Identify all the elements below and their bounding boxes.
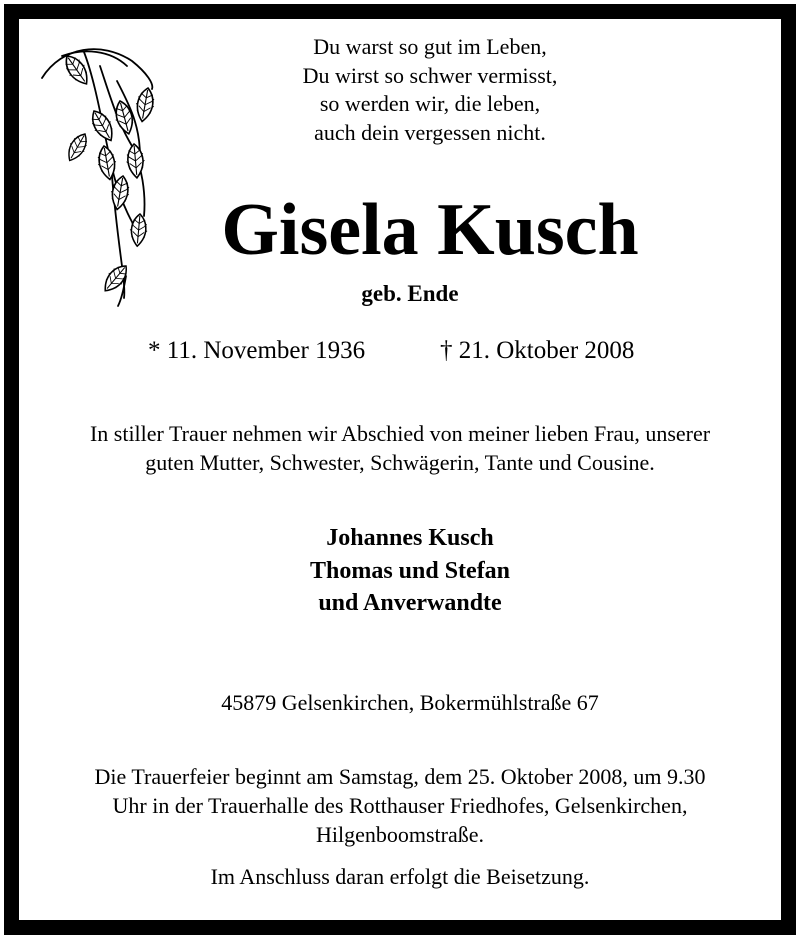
message-line: guten Mutter, Schwester, Schwägerin, Tante und Cousine.	[145, 450, 655, 475]
poem-line: Du wirst so schwer vermisst,	[302, 62, 558, 88]
family-address: 45879 Gelsenkirchen, Bokermühlstraße 67	[221, 690, 599, 715]
memorial-poem	[210, 33, 650, 147]
death-date: † 21. Oktober 2008	[440, 337, 635, 364]
mourner-line: und Anverwandte	[318, 590, 502, 616]
service-line: Die Trauerfeier beginnt am Samstag, dem 25. Oktober 2008, um 9.30	[94, 764, 706, 789]
message-line: In stiller Trauer nehmen wir Abschied von meiner lieben Frau, unserer	[89, 421, 711, 446]
burial-line: Im Anschluss daran erfolgt die Beisetzung.	[210, 864, 590, 889]
mourner-line: Thomas und Stefan	[309, 557, 511, 584]
service-line: Uhr in der Trauerhalle des Rotthauser Friedhofes, Gelsenkirchen,	[112, 793, 688, 818]
service-line: Hilgenboomstraße.	[315, 822, 485, 847]
mourner-line: Johannes Kusch	[326, 525, 494, 551]
mourning-message	[40, 419, 760, 477]
birch-branch-icon	[22, 26, 182, 326]
poem-line: auch dein vergessen nicht.	[314, 119, 546, 145]
service-info	[40, 762, 760, 849]
maiden-name: geb. Ende	[361, 281, 459, 306]
mourners-list	[200, 522, 620, 620]
poem-line: so werden wir, die leben,	[319, 91, 541, 116]
deceased-name: Gisela Kusch	[221, 189, 639, 271]
birth-date: * 11. November 1936	[148, 337, 366, 364]
burial-info	[40, 862, 760, 891]
poem-line: Du warst so gut im Leben,	[313, 34, 547, 59]
